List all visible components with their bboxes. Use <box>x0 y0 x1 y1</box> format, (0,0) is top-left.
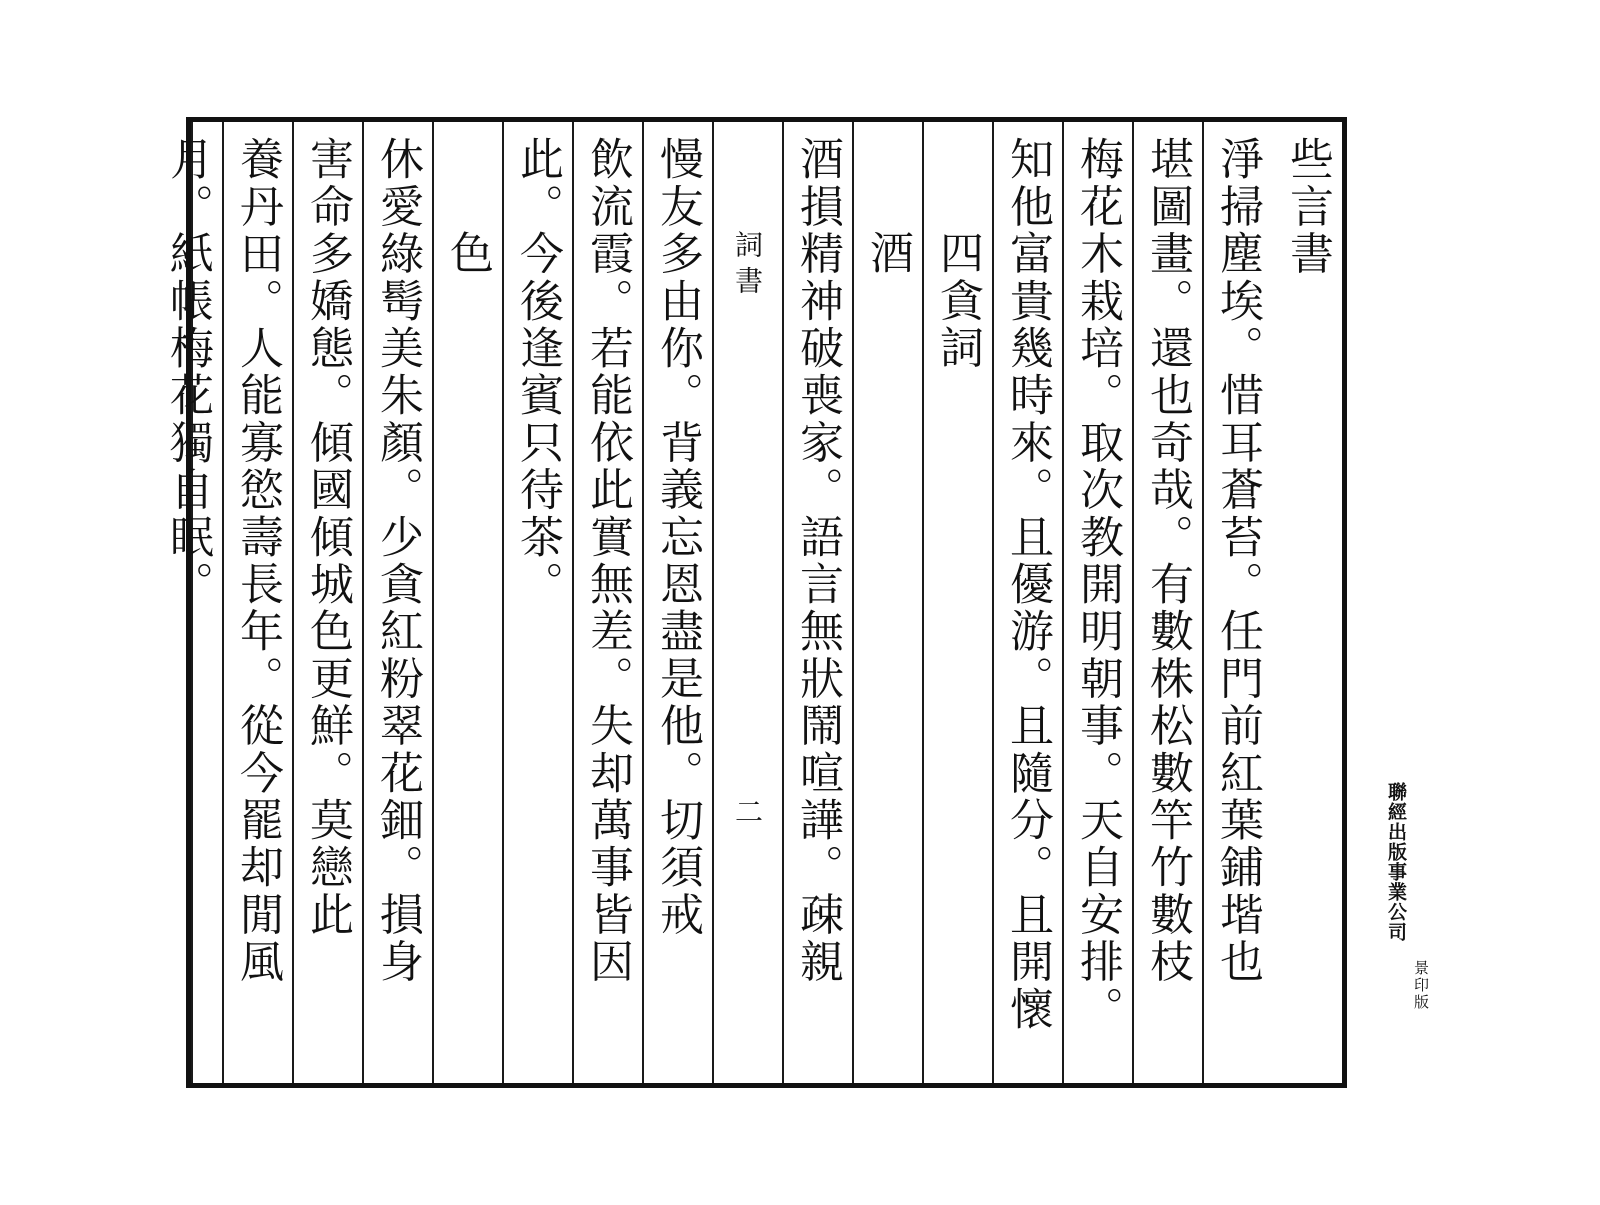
text-column-10 <box>642 122 712 1083</box>
column-text: 月。紙帳梅花獨自眠。 <box>162 136 213 608</box>
section-heading: 四貪詞 <box>932 230 983 372</box>
text-column-7 <box>852 122 922 1083</box>
column-text: 害命多嬌態。傾國傾城色更鮮。莫戀此 <box>302 136 353 939</box>
section-heading: 色 <box>442 230 493 278</box>
text-column-16 <box>222 122 292 1083</box>
text-column-13 <box>432 122 502 1083</box>
column-text: 酒損精神破喪家。語言無狀鬧喧譁。疎親 <box>792 136 843 986</box>
page-frame <box>162 117 1347 1088</box>
column-text: 梅花木栽培。取次教開明朝事。天自安排。 <box>1072 136 1123 1033</box>
text-column-6 <box>922 122 992 1083</box>
text-column-9-center <box>712 122 782 1083</box>
text-column-15 <box>292 122 362 1083</box>
text-column-11 <box>572 122 642 1083</box>
column-text: 慢友多由你。背義忘恩盡是他。切須戒 <box>652 136 703 939</box>
text-column-3 <box>1132 122 1202 1083</box>
column-text: 養丹田。人能寡慾壽長年。從今罷却閒風 <box>232 136 283 986</box>
publisher-imprint: 聯經出版事業公司 <box>1385 782 1407 942</box>
column-text: 淨掃塵埃。惜耳蒼苔。任門前紅葉鋪堦也 <box>1212 136 1263 986</box>
column-text: 些言書 <box>1282 136 1333 278</box>
text-column-14 <box>362 122 432 1083</box>
text-column-2 <box>1202 122 1272 1083</box>
text-column-12 <box>502 122 572 1083</box>
text-column-17 <box>162 122 222 1083</box>
page-number: 二 <box>731 797 764 825</box>
text-column-4 <box>1062 122 1132 1083</box>
center-title: 詞書 <box>731 230 764 302</box>
edition-label: 景印版 <box>1412 960 1430 1011</box>
column-text: 堪圖畫。還也奇哉。有數株松數竿竹數枝 <box>1142 136 1193 986</box>
text-column-5 <box>992 122 1062 1083</box>
text-column-1 <box>1272 122 1342 1083</box>
column-text: 知他富貴幾時來。且優游。且隨分。且開懷 <box>1002 136 1053 1033</box>
column-text: 飲流霞。若能依此實無差。失却萬事皆因 <box>582 136 633 986</box>
text-column-8 <box>782 122 852 1083</box>
column-text: 此。今後逢賓只待茶。 <box>512 136 563 608</box>
column-text: 休愛綠髩美朱顏。少貪紅粉翠花鈿。損身 <box>372 136 423 986</box>
section-heading: 酒 <box>862 230 913 278</box>
